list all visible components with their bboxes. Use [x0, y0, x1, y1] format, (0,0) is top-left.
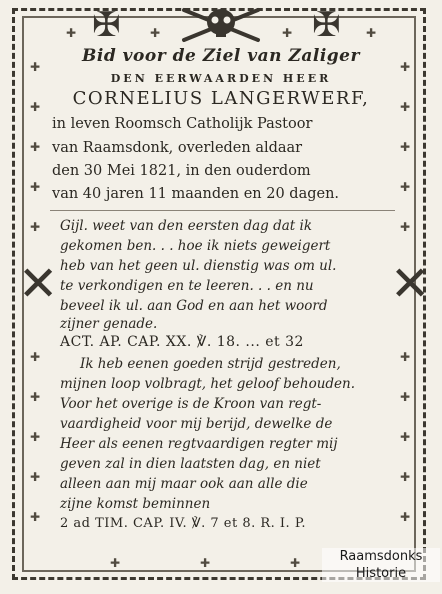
- card-heading: Bid voor de Ziel van Zaliger: [82, 46, 360, 66]
- quote-line: heb van het geen ul. dienstig was om ul.: [60, 258, 337, 274]
- quote-line: gekomen ben. . . hoe ik niets geweigert: [60, 238, 331, 254]
- skull-and-crossbones-icon: [178, 4, 264, 44]
- small-cross-icon: ✚: [400, 470, 411, 484]
- small-cross-icon: ✚: [400, 100, 411, 114]
- quote-line: zijner genade.: [60, 316, 158, 332]
- small-cross-icon: ✚: [30, 140, 41, 154]
- small-cross-icon: ✚: [290, 556, 301, 570]
- small-cross-icon: ✚: [400, 350, 411, 364]
- small-cross-icon: ✚: [400, 390, 411, 404]
- crossed-bones-icon: ✕: [390, 256, 431, 312]
- life-line: in leven Roomsch Catholijk Pastoor: [52, 116, 313, 132]
- life-line: van Raamsdonk, overleden aldaar: [52, 140, 303, 156]
- small-cross-icon: ✚: [200, 556, 211, 570]
- small-cross-icon: ✚: [400, 430, 411, 444]
- quote-line: Gijl. weet van den eersten dag dat ik: [60, 218, 313, 234]
- scripture-reference: 2 ad TIM. CAP. IV. ℣. 7 et 8. R. I. P.: [60, 516, 307, 531]
- small-cross-icon: ✚: [400, 220, 411, 234]
- watermark-line: Raamsdonks: [339, 549, 423, 564]
- small-cross-icon: ✚: [30, 350, 41, 364]
- small-cross-icon: ✚: [30, 510, 41, 524]
- quote-line: mijnen loop volbragt, het geloof behouden.: [60, 376, 356, 392]
- small-cross-icon: ✚: [400, 60, 411, 74]
- card-subheading: DEN EERWAARDEN HEER: [110, 72, 332, 85]
- small-cross-icon: ✚: [282, 26, 293, 40]
- quote-line: te verkondigen en te leeren. . . en nu: [60, 278, 314, 294]
- watermark: [322, 548, 440, 582]
- quote-line: Voor het overige is de Kroon van regt-: [60, 396, 322, 412]
- divider: [50, 210, 395, 211]
- small-cross-icon: ✚: [366, 26, 377, 40]
- life-line: den 30 Mei 1821, in den ouderdom: [52, 163, 311, 179]
- quote-line: geven zal in dien laatsten dag, en niet: [60, 456, 321, 472]
- small-cross-icon: ✚: [400, 510, 411, 524]
- maltese-cross-icon: ✠: [92, 5, 121, 45]
- small-cross-icon: ✚: [150, 26, 161, 40]
- quote-line: beveel ik ul. aan God en aan het woord: [60, 298, 328, 314]
- maltese-cross-icon: ✠: [312, 5, 341, 45]
- quote-line: Heer als eenen regtvaardigen regter mij: [60, 436, 338, 452]
- small-cross-icon: ✚: [400, 140, 411, 154]
- quote-line: Ik heb eenen goeden strijd gestreden,: [80, 356, 341, 372]
- small-cross-icon: ✚: [30, 220, 41, 234]
- quote-line: alleen aan mij maar ook aan alle die: [60, 476, 308, 492]
- small-cross-icon: ✚: [110, 556, 121, 570]
- small-cross-icon: ✚: [400, 180, 411, 194]
- scripture-reference: ACT. AP. CAP. XX. ℣. 18. ... et 32: [60, 334, 304, 350]
- small-cross-icon: ✚: [30, 390, 41, 404]
- watermark-line: Historie: [355, 566, 407, 581]
- small-cross-icon: ✚: [30, 470, 41, 484]
- small-cross-icon: ✚: [30, 60, 41, 74]
- small-cross-icon: ✚: [30, 180, 41, 194]
- quote-line: zijne komst beminnen: [60, 496, 211, 512]
- quote-line: vaardigheid voor mij berijd, dewelke de: [60, 416, 333, 432]
- life-line: van 40 jaren 11 maanden en 20 dagen.: [52, 186, 340, 202]
- small-cross-icon: ✚: [30, 430, 41, 444]
- crossed-bones-icon: ✕: [18, 256, 59, 312]
- deceased-name: CORNELIUS LANGERWERF,: [72, 88, 370, 109]
- small-cross-icon: ✚: [30, 100, 41, 114]
- small-cross-icon: ✚: [66, 26, 77, 40]
